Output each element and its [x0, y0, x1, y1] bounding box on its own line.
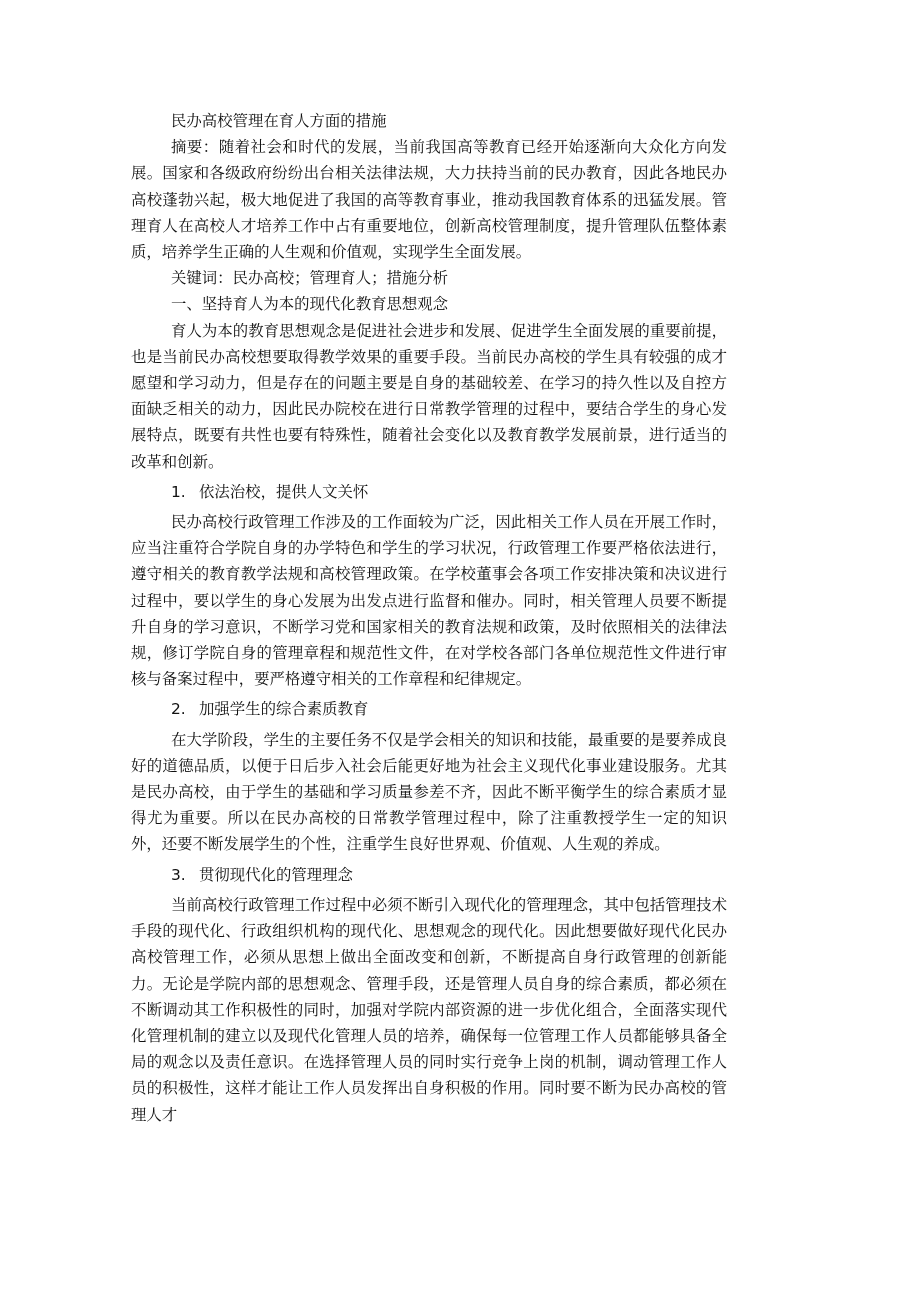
document-body	[131, 108, 727, 1128]
subsection-number: 1.	[171, 482, 186, 501]
subsection-heading-text: 贯彻现代化的管理理念	[199, 865, 353, 884]
subsection-heading-3	[131, 862, 727, 888]
subsection-paragraph-1: 民办高校行政管理工作涉及的工作面较为广泛，因此相关工作人员在开展工作时，应当注重符合学院自身的办学特色和学生的学习状况，行政管理工作要严格依法进行，遵守相关的教育教学法规和高校管理政策。在学校董事会各项工作安排决策和决议进行过程中，要以学生的身心发展为出发点进行监督和催办。同时，相关管理人员要不断提升自身的学习意识，不断学习党和国家相关的教育法规和政策，及时依照相关的法律法规，修订学院自身的管理章程和规范性文件，在对学校各部门各单位规范性文件进行审核与备案过程中，要严格遵守相关的工作章程和纪律规定。	[131, 513, 727, 689]
subsection-heading-text: 加强学生的综合素质教育	[199, 700, 369, 719]
subsection-heading-1	[131, 479, 727, 505]
subsection-number: 2.	[171, 700, 186, 719]
subsection-paragraph-3: 当前高校行政管理工作过程中必须不断引入现代化的管理理念，其中包括管理技术手段的现代化、行政组织机构的现代化、思想观念的现代化。因此想要做好现代化民办高校管理工作，必须从思想上做出全面改变和创新，不断提高自身行政管理的创新能力。无论是学院内部的思想观念、管理手段，还是管理人员自身的综合素质，都必须在不断调动其工作积极性的同时，加强对学院内部资源的进一步优化组合，全面落实现代化管理机制的建立以及现代化管理人员的培养，确保每一位管理工作人员都能够具备全局的观念以及责任意识。在选择管理人员的同时实行竞争上岗的机制，调动管理工作人员的积极性，这样才能让工作人员发挥出自身积极的作用。同时要不断为民办高校的管理人才	[131, 895, 727, 1124]
subsection-heading-2	[131, 696, 727, 722]
section-paragraph-1: 育人为本的教育思想观念是促进社会进步和发展、促进学生全面发展的重要前提，也是当前民办高校想要取得教学效果的重要手段。当前民办高校的学生具有较强的成才愿望和学习动力，但是存在的问题主要是自身的基础较差、在学习的持久性以及自控方面缺乏相关的动力，因此民办院校在进行日常教学管理的过程中，要结合学生的身心发展特点，既要有共性也要有特殊性，随着社会变化以及教育教学发展前景，进行适当的改革和创新。	[131, 321, 727, 471]
subsection-paragraph-2: 在大学阶段，学生的主要任务不仅是学会相关的知识和技能，最重要的是要养成良好的道德品质，以便于日后步入社会后能更好地为社会主义现代化事业建设服务。尤其是民办高校，由于学生的基础和学习质量参差不齐，因此不断平衡学生的综合素质才显得尤为重要。所以在民办高校的日常教学管理过程中，除了注重教授学生一定的知识外，还要不断发展学生的个性，注重学生良好世界观、价值观、人生观的养成。	[131, 730, 727, 854]
section-heading-1: 一、坚持育人为本的现代化教育思想观念	[171, 295, 449, 314]
subsection-number: 3.	[171, 865, 186, 884]
keywords-line: 关键词：民办高校；管理育人；措施分析	[171, 269, 449, 288]
abstract-paragraph: 摘要：随着社会和时代的发展，当前我国高等教育已经开始逐渐向大众化方向发展。国家和各级政府纷纷出台相关法律法规，大力扶持当前的民办教育，因此各地民办高校蓬勃兴起，极大地促进了我国的高等教育事业，推动我国教育体系的迅猛发展。管理育人在高校人才培养工作中占有重要地位，创新高校管理制度，提升管理队伍整体素质，培养学生正确的人生观和价值观，实现学生全面发展。	[131, 138, 727, 262]
document-title: 民办高校管理在育人方面的措施	[171, 112, 387, 130]
subsection-heading-text: 依法治校，提供人文关怀	[199, 482, 369, 501]
